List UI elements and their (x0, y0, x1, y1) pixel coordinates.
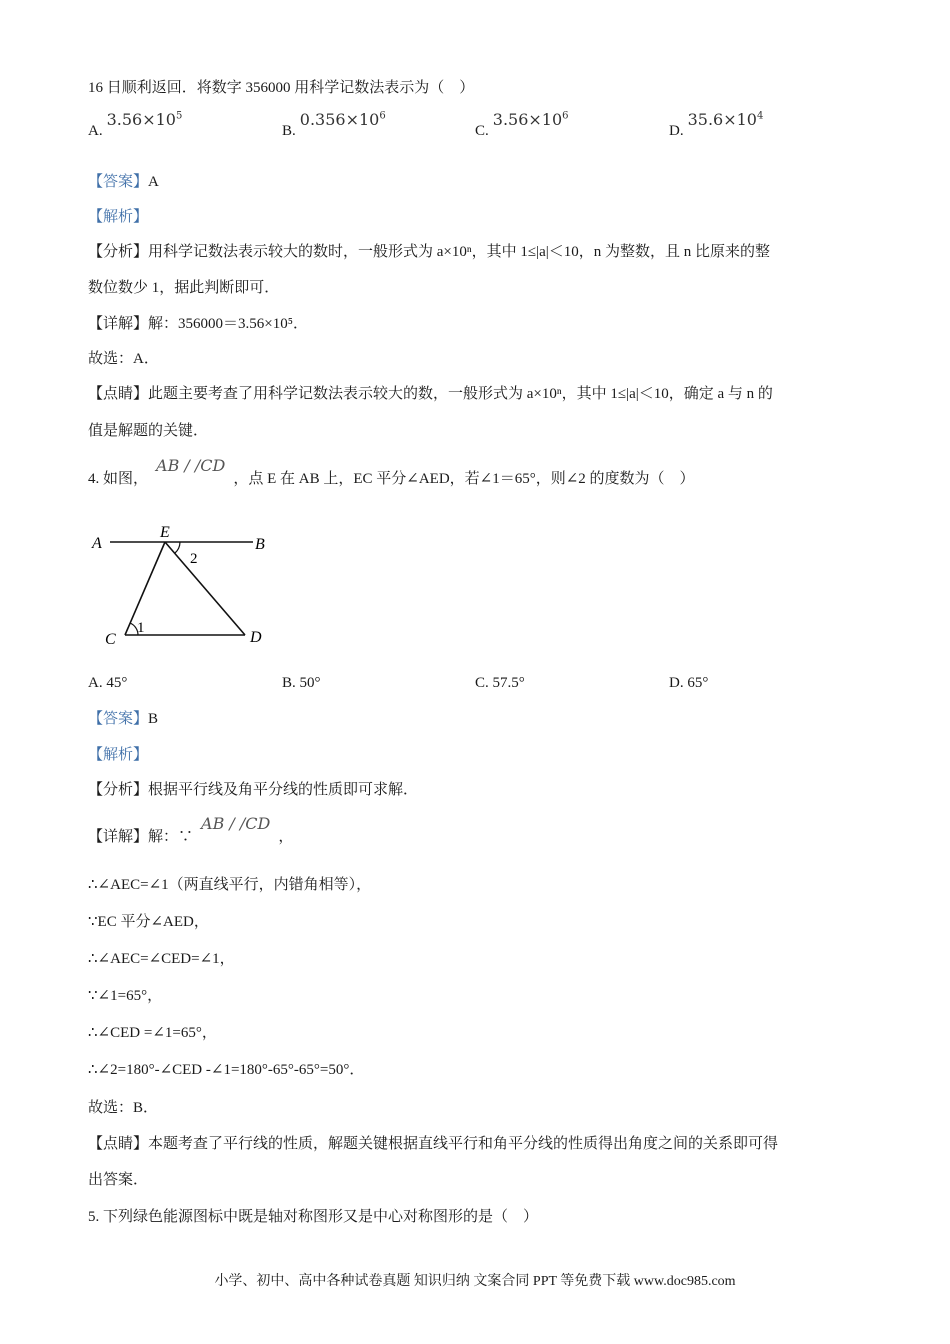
q4-option-c: C. 57.5° (475, 675, 525, 691)
q3-stem: 16 日顺利返回．将数字 356000 用科学记数法表示为（ ） (88, 80, 475, 96)
q3-choose: 故选：A． (88, 351, 159, 367)
label-angle-1: 1 (137, 620, 145, 636)
q3-options (88, 110, 888, 150)
label-d: D (250, 629, 262, 646)
parallel-formula: AB / /CD (156, 456, 226, 475)
q3-detail: 【详解】解：356000＝3.56×10⁵． (88, 316, 308, 332)
q4-options (88, 675, 888, 705)
footer: 小学、初中、高中各种试卷真题 知识归纳 文案合同 PPT 等免费下载 www.doc985.com (214, 1274, 736, 1289)
geometry-figure (88, 520, 278, 650)
q3-option-d: $D.35.6\times 10^4$ (669, 110, 764, 139)
q5-stem: 5. 下列绿色能源图标中既是轴对称图形又是中心对称图形的是（ ） (88, 1209, 539, 1225)
q4-comment-2: 出答案． (88, 1172, 149, 1188)
q4-option-a: A. 45° (88, 675, 128, 691)
q4-step-4: ∵∠1=65°， (88, 988, 163, 1004)
q4-stem: 4. 如图，AB / /CD，点 E 在 AB 上，EC 平分∠AED，若∠1＝65°，则∠2 的度数为（ ） (88, 456, 695, 487)
q3-comment-2: 值是解题的关键． (88, 423, 209, 439)
q3-option-b: $B.0.356\times 10^6$ (282, 110, 386, 139)
q3-analysis-tag: 【解析】 (88, 209, 149, 225)
label-a: A (92, 535, 102, 552)
q4-step-3: ∴∠AEC=∠CED=∠1， (88, 951, 235, 967)
q4-option-d: D. 65° (669, 675, 709, 691)
q4-step-2: ∵EC 平分∠AED， (88, 914, 209, 930)
label-b: B (255, 536, 265, 553)
segment-ed (165, 542, 245, 635)
label-angle-2: 2 (190, 551, 198, 567)
q4-detail: 【详解】解：∵AB / /CD， (88, 814, 294, 845)
label-e: E (160, 524, 170, 541)
q3-option-a: $A.3.56\times 10^5$ (88, 110, 183, 139)
q4-comment-1: 【点睛】本题考查了平行线的性质，解题关键根据直线平行和角平分线的性质得出角度之间的关系即可得 (88, 1136, 779, 1152)
label-c: C (105, 631, 116, 648)
q4-step-1: ∴∠AEC=∠1（两直线平行，内错角相等）， (88, 877, 372, 893)
q3-answer: 【答案】A (88, 174, 159, 190)
q4-analysis-tag: 【解析】 (88, 747, 149, 763)
q4-answer: 【答案】B (88, 711, 159, 727)
q4-step-6: ∴∠2=180°-∠CED -∠1=180°-65°-65°=50°． (88, 1062, 365, 1078)
q3-fenxi-1: 【分析】用科学记数法表示较大的数时，一般形式为 a×10ⁿ，其中 1≤|a|＜10，n 为整数，且 n 比原来的整 (88, 244, 771, 260)
q4-option-b: B. 50° (282, 675, 321, 691)
parallel-formula-2: AB / /CD (201, 814, 271, 833)
segment-ec (125, 542, 165, 635)
q4-step-5: ∴∠CED =∠1=65°， (88, 1025, 217, 1041)
q4-choose: 故选：B． (88, 1100, 159, 1116)
angle-2-arc (175, 542, 180, 553)
q3-fenxi-2: 数位数少 1，据此判断即可． (88, 280, 280, 296)
q3-comment-1: 【点睛】此题主要考查了用科学记数法表示较大的数，一般形式为 a×10ⁿ，其中 1≤|a|＜10，确定 a 与 n 的 (88, 386, 773, 402)
q3-option-c: $C.3.56\times 10^6$ (475, 110, 569, 139)
q4-fenxi: 【分析】根据平行线及角平分线的性质即可求解． (88, 782, 419, 798)
